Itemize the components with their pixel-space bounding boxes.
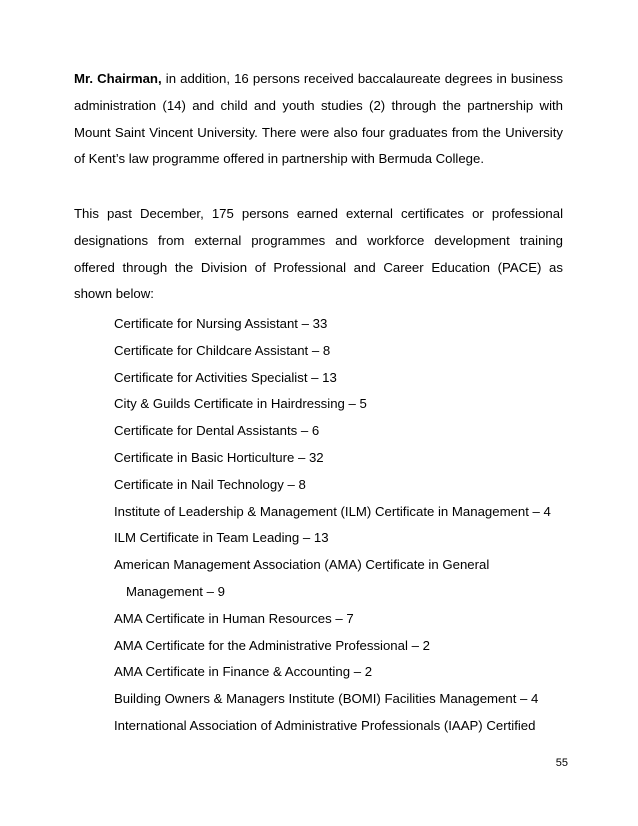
paragraph-graduates-text: in addition, 16 persons received baccalaureate degrees in business administration (14) and child and youth studies (2) through the partnership with Mount Saint Vincent University. There were also four graduates from the University of Kent’s law programme offered in partnership with Bermuda College. — [74, 71, 563, 167]
list-item: AMA Certificate in Human Resources – 7 — [114, 610, 354, 626]
page-number: 55 — [555, 757, 568, 769]
list-item: Building Owners & Managers Institute (BOMI) Facilities Management – 4 — [114, 691, 539, 707]
list-item: Certificate for Childcare Assistant – 8 — [114, 342, 331, 358]
list-item: AMA Certificate in Finance & Accounting – 2 — [114, 664, 373, 680]
list-item: Certificate in Basic Horticulture – 32 — [114, 449, 324, 465]
list-item: ILM Certificate in Team Leading – 13 — [114, 530, 329, 546]
list-item: City & Guilds Certificate in Hairdressing – 5 — [114, 396, 367, 412]
list-item-continuation: Management – 9 — [126, 583, 225, 599]
paragraph-certificates-intro: This past December, 175 persons earned external certificates or professional designations from external programmes and workforce development training offered through the Division of Professional and Career Education (PACE) as shown below: — [74, 206, 563, 302]
list-item: Certificate for Activities Specialist – 13 — [114, 369, 337, 385]
chairman-address: Mr. Chairman, — [74, 71, 162, 86]
paragraph-graduates — [74, 66, 563, 173]
list-item: Institute of Leadership & Management (ILM) Certificate in Management – 4 — [114, 503, 551, 519]
list-item: Certificate for Nursing Assistant – 33 — [114, 316, 328, 331]
list-item: AMA Certificate for the Administrative Professional – 2 — [114, 637, 430, 653]
list-item: American Management Association (AMA) Certificate in General — [114, 557, 490, 573]
list-item: Certificate for Dental Assistants – 6 — [114, 423, 320, 439]
list-item: International Association of Administrative Professionals (IAAP) Certified — [114, 717, 536, 733]
list-item: Certificate in Nail Technology – 8 — [114, 476, 306, 492]
certificate-list — [114, 311, 584, 740]
